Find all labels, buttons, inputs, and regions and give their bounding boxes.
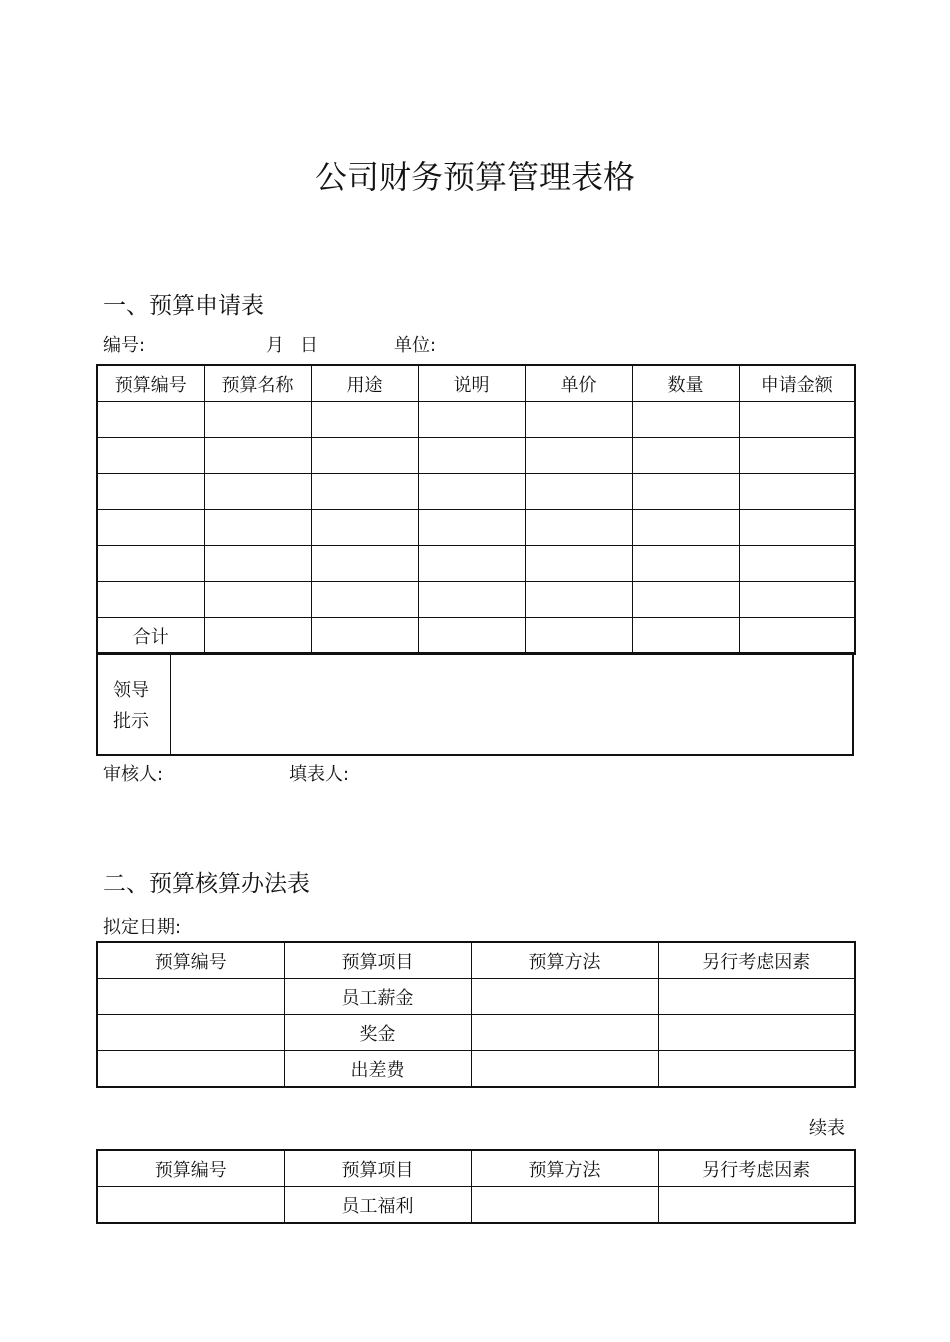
table-header-row xyxy=(97,365,855,402)
table-header-row xyxy=(97,942,855,979)
draft-date-label: 拟定日期: xyxy=(103,917,182,938)
table-cell[interactable] xyxy=(632,402,739,438)
total-row xyxy=(97,618,855,655)
filler-label: 填表人: xyxy=(289,764,350,785)
table-cell[interactable] xyxy=(739,618,855,655)
continued-label: 续表 xyxy=(809,1118,845,1139)
table-cell[interactable] xyxy=(471,1015,658,1051)
table-cell[interactable] xyxy=(311,582,418,618)
table-cell[interactable] xyxy=(204,474,311,510)
table-cell[interactable] xyxy=(97,438,204,474)
table-cell[interactable] xyxy=(658,1051,855,1088)
header-cell: 数量 xyxy=(632,365,739,402)
table-cell[interactable] xyxy=(97,1015,284,1051)
header-cell: 申请金额 xyxy=(739,365,855,402)
table-cell[interactable] xyxy=(204,438,311,474)
table-cell[interactable] xyxy=(418,546,525,582)
table-cell[interactable] xyxy=(311,402,418,438)
header-cell: 单价 xyxy=(525,365,632,402)
table-cell[interactable] xyxy=(632,546,739,582)
budget-application-table xyxy=(96,364,856,655)
table-cell[interactable] xyxy=(418,582,525,618)
table-cell[interactable] xyxy=(632,582,739,618)
table-row xyxy=(97,474,855,510)
table-row xyxy=(97,546,855,582)
table-cell[interactable] xyxy=(525,474,632,510)
table-row xyxy=(97,979,855,1015)
table-cell[interactable] xyxy=(204,618,311,655)
table-cell[interactable] xyxy=(739,402,855,438)
table-cell[interactable] xyxy=(632,438,739,474)
table-cell[interactable] xyxy=(658,1015,855,1051)
table-cell[interactable] xyxy=(97,510,204,546)
table-cell[interactable] xyxy=(525,546,632,582)
table-cell[interactable] xyxy=(418,510,525,546)
month-label: 月 xyxy=(266,335,284,356)
table-cell[interactable] xyxy=(97,582,204,618)
table-cell[interactable] xyxy=(471,1187,658,1224)
header-cell: 另行考虑因素 xyxy=(658,942,855,979)
table-cell[interactable] xyxy=(204,582,311,618)
budget-item-cell: 员工薪金 xyxy=(284,979,471,1015)
budget-item-cell: 员工福利 xyxy=(284,1187,471,1224)
table-cell[interactable] xyxy=(739,546,855,582)
page-title: 公司财务预算管理表格 xyxy=(314,158,635,196)
header-cell: 预算方法 xyxy=(471,1150,658,1187)
header-cell: 预算编号 xyxy=(97,942,284,979)
table-cell[interactable] xyxy=(632,474,739,510)
budget-method-table-continued xyxy=(96,1149,856,1224)
table-cell[interactable] xyxy=(632,510,739,546)
table-cell[interactable] xyxy=(97,474,204,510)
table-cell[interactable] xyxy=(658,1187,855,1224)
table-cell[interactable] xyxy=(204,546,311,582)
table-cell[interactable] xyxy=(418,402,525,438)
table-row xyxy=(97,402,855,438)
day-label: 日 xyxy=(300,335,318,356)
table-row xyxy=(97,438,855,474)
budget-method-table xyxy=(96,941,856,1088)
budget-item-cell: 奖金 xyxy=(284,1015,471,1051)
header-cell: 说明 xyxy=(418,365,525,402)
table-cell[interactable] xyxy=(471,1051,658,1088)
table-cell[interactable] xyxy=(97,1051,284,1088)
table-header-row xyxy=(97,1150,855,1187)
section1-heading: 一、预算申请表 xyxy=(103,293,264,319)
number-label: 编号: xyxy=(103,335,146,356)
approval-input[interactable] xyxy=(171,653,852,753)
header-cell: 预算编号 xyxy=(97,365,204,402)
table-row xyxy=(97,1015,855,1051)
header-cell: 用途 xyxy=(311,365,418,402)
table-cell[interactable] xyxy=(525,582,632,618)
table-cell[interactable] xyxy=(739,474,855,510)
table-cell[interactable] xyxy=(525,402,632,438)
table-cell[interactable] xyxy=(739,438,855,474)
table-cell[interactable] xyxy=(311,438,418,474)
table-cell[interactable] xyxy=(739,510,855,546)
header-cell: 预算项目 xyxy=(284,1150,471,1187)
approval-label-line2: 批示 xyxy=(113,711,149,732)
header-cell: 预算方法 xyxy=(471,942,658,979)
table-row xyxy=(97,1051,855,1088)
table-row xyxy=(97,582,855,618)
reviewer-label: 审核人: xyxy=(103,764,164,785)
table-cell[interactable] xyxy=(97,979,284,1015)
approval-label-line1: 领导 xyxy=(113,680,149,701)
table-cell[interactable] xyxy=(418,474,525,510)
table-cell[interactable] xyxy=(311,510,418,546)
table-row xyxy=(97,1187,855,1224)
table-cell[interactable] xyxy=(418,618,525,655)
table-cell[interactable] xyxy=(418,438,525,474)
approval-label-cell xyxy=(98,653,171,755)
table-cell[interactable] xyxy=(311,618,418,655)
approval-block xyxy=(96,652,854,756)
table-cell[interactable] xyxy=(311,546,418,582)
table-cell[interactable] xyxy=(658,979,855,1015)
table-cell[interactable] xyxy=(739,582,855,618)
table-cell[interactable] xyxy=(311,474,418,510)
section2-heading: 二、预算核算办法表 xyxy=(103,871,310,897)
table-cell[interactable] xyxy=(525,510,632,546)
table-cell[interactable] xyxy=(204,402,311,438)
table-cell[interactable] xyxy=(632,618,739,655)
unit-label: 单位: xyxy=(394,335,437,356)
table-cell[interactable] xyxy=(525,618,632,655)
table-cell[interactable] xyxy=(471,979,658,1015)
header-cell: 另行考虑因素 xyxy=(658,1150,855,1187)
total-label: 合计 xyxy=(97,618,204,655)
header-cell: 预算编号 xyxy=(97,1150,284,1187)
budget-item-cell: 出差费 xyxy=(284,1051,471,1088)
table-cell[interactable] xyxy=(97,546,204,582)
table-cell[interactable] xyxy=(525,438,632,474)
table-cell[interactable] xyxy=(97,402,204,438)
header-cell: 预算名称 xyxy=(204,365,311,402)
header-cell: 预算项目 xyxy=(284,942,471,979)
table-cell[interactable] xyxy=(97,1187,284,1224)
table-cell[interactable] xyxy=(204,510,311,546)
table-row xyxy=(97,510,855,546)
